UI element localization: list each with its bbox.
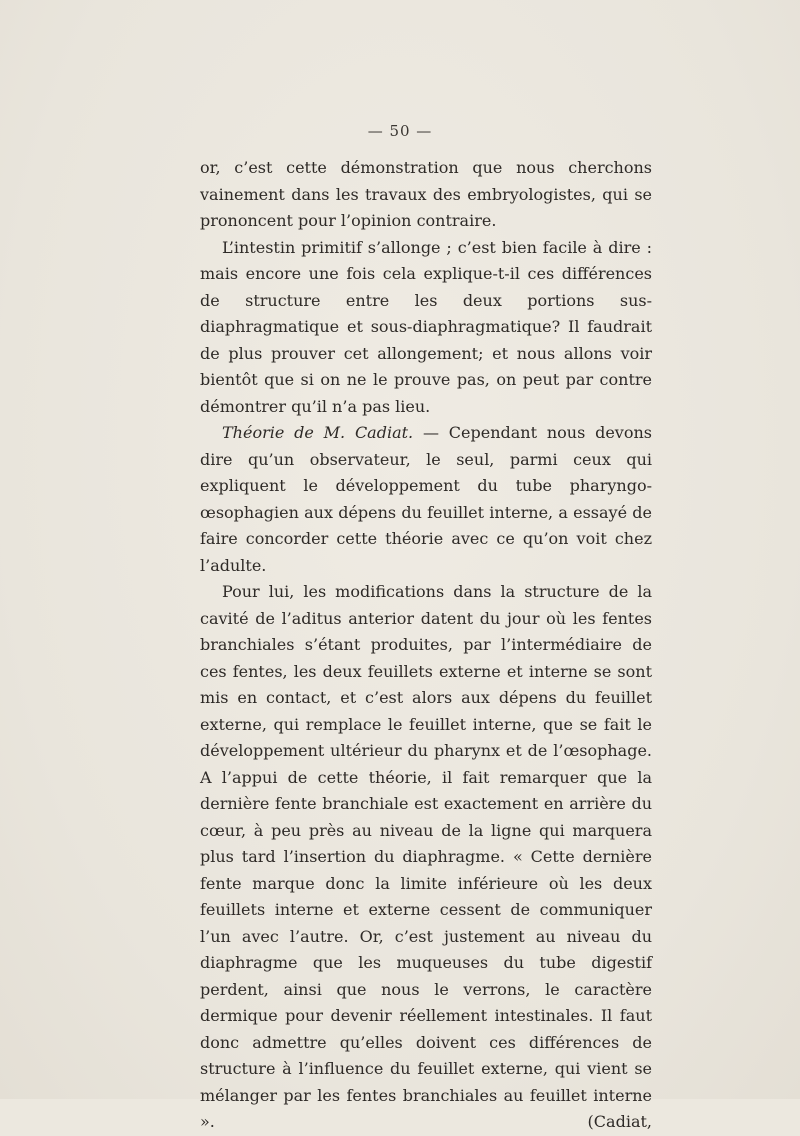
paragraph-3: [200, 420, 652, 579]
paragraph-4: Pour lui, les modifications dans la structure de la cavité de l’aditus anterior datent du jour où les fentes branchiales s’étant produites, par l’intermédiaire de ces fentes, les deux feuillets externe et interne se sont mis en contact, et c’est alors aux dépens du feuillet externe, qui remplace le feuillet interne, que se fait le développement ultérieur du pharynx et de l’œsophage. A l’appui de cette théorie, il fait remarquer que la dernière fente branchiale est exactement en arrière du cœur, à peu près au niveau de la ligne qui marquera plus tard l’insertion du diaphragme. « Cette dernière fente marque donc la limite inférieure où les deux feuillets interne et externe cessent de communiquer l’un avec l’autre. Or, c’est justement au niveau du diaphragme que les muqueuses du tube digestif perdent, ainsi que nous le verrons, le caractère dermique pour devenir réellement intestinales. Il faut donc admettre qu’elles doivent ces différences de structure à l’influence du feuillet externe, qui vient se mélanger par les fentes branchiales au feuillet interne ». (Cadiat,: [200, 582, 652, 1131]
section-lead-title: Théorie de M. Cadiat.: [222, 423, 414, 442]
paragraph-3-text: — Cependant nous devons dire qu’un observateur, le seul, parmi ceux qui expliquent le développement du tube pharyngo-œsophagien aux dépens du feuillet interne, a essayé de faire concorder cette théorie avec ce qu’on voit chez l’adulte.: [200, 423, 652, 575]
body-text: [200, 155, 652, 1136]
paragraph-1: or, c’est cette démonstration que nous cherchons vainement dans les travaux des embryologistes, qui se prononcent pour l’opinion contraire.: [200, 158, 652, 230]
page-number-header: — 50 —: [367, 122, 433, 140]
paragraph-2: L’intestin primitif s’allonge ; c’est bien facile à dire : mais encore une fois cela explique-t-il ces différences de structure entre les deux portions sus-diaphragmatique et sous-diaphragmatique? Il faudrait de plus prouver cet allongement; et nous allons voir bientôt que si on ne le prouve pas, on peut par contre démontrer qu’il n’a pas lieu.: [200, 237, 652, 416]
